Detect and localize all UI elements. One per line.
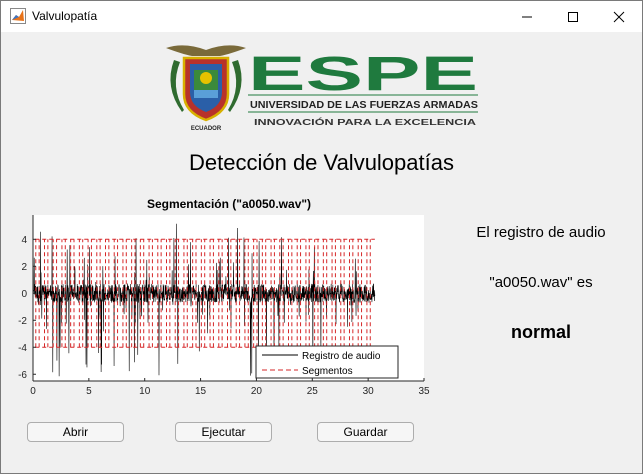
crest-label: ECUADOR: [190, 126, 222, 132]
x-tick-label: 10: [139, 386, 151, 397]
app-content: [1, 32, 642, 473]
maximize-button[interactable]: [550, 1, 596, 32]
result-classification: normal: [510, 322, 571, 342]
y-tick-label: -6: [18, 369, 27, 381]
x-tick-label: 15: [195, 386, 207, 397]
minimize-icon: [521, 11, 533, 23]
y-tick-label: 0: [21, 288, 27, 300]
legend: [256, 346, 398, 378]
x-tick-label: 5: [86, 386, 92, 397]
legend-label-segments: Segmentos: [302, 366, 353, 377]
x-tick-label: 20: [250, 386, 262, 397]
result-line-2: "a0050.wav" es: [489, 274, 593, 291]
x-tick-label: 35: [418, 386, 430, 397]
chart-title: Segmentación ("a0050.wav"): [146, 197, 312, 211]
x-tick-label: 0: [30, 386, 36, 397]
window-title: Valvulopatía: [32, 9, 98, 23]
close-icon: [613, 11, 625, 23]
title-bar: [1, 1, 642, 32]
save-button[interactable]: Guardar: [317, 422, 414, 442]
logo-wordmark: ESPE: [248, 48, 478, 101]
espe-logo: [164, 42, 484, 134]
x-tick-label: 25: [306, 386, 318, 397]
y-tick-label: -2: [18, 315, 27, 327]
x-tick-label: 30: [362, 386, 374, 397]
page-title: Detección de Valvulopatías: [189, 150, 454, 175]
maximize-icon: [567, 11, 579, 23]
logo-subtitle: UNIVERSIDAD DE LAS FUERZAS ARMADAS: [250, 100, 479, 111]
minimize-button[interactable]: [504, 1, 550, 32]
segmentation-chart[interactable]: [1, 192, 441, 407]
close-button[interactable]: [596, 1, 642, 32]
open-button[interactable]: Abrir: [27, 422, 124, 442]
y-tick-label: 4: [21, 234, 27, 246]
legend-label-audio: Registro de audio: [302, 351, 381, 362]
run-button[interactable]: Ejecutar: [175, 422, 272, 442]
y-tick-label: 2: [21, 261, 27, 273]
matlab-icon: [10, 8, 26, 24]
crest-icon: [166, 45, 246, 132]
y-tick-label: -4: [18, 342, 27, 354]
logo-tagline: INNOVACIÓN PARA LA EXCELENCIA: [254, 118, 477, 127]
result-line-1: El registro de audio: [476, 224, 606, 241]
